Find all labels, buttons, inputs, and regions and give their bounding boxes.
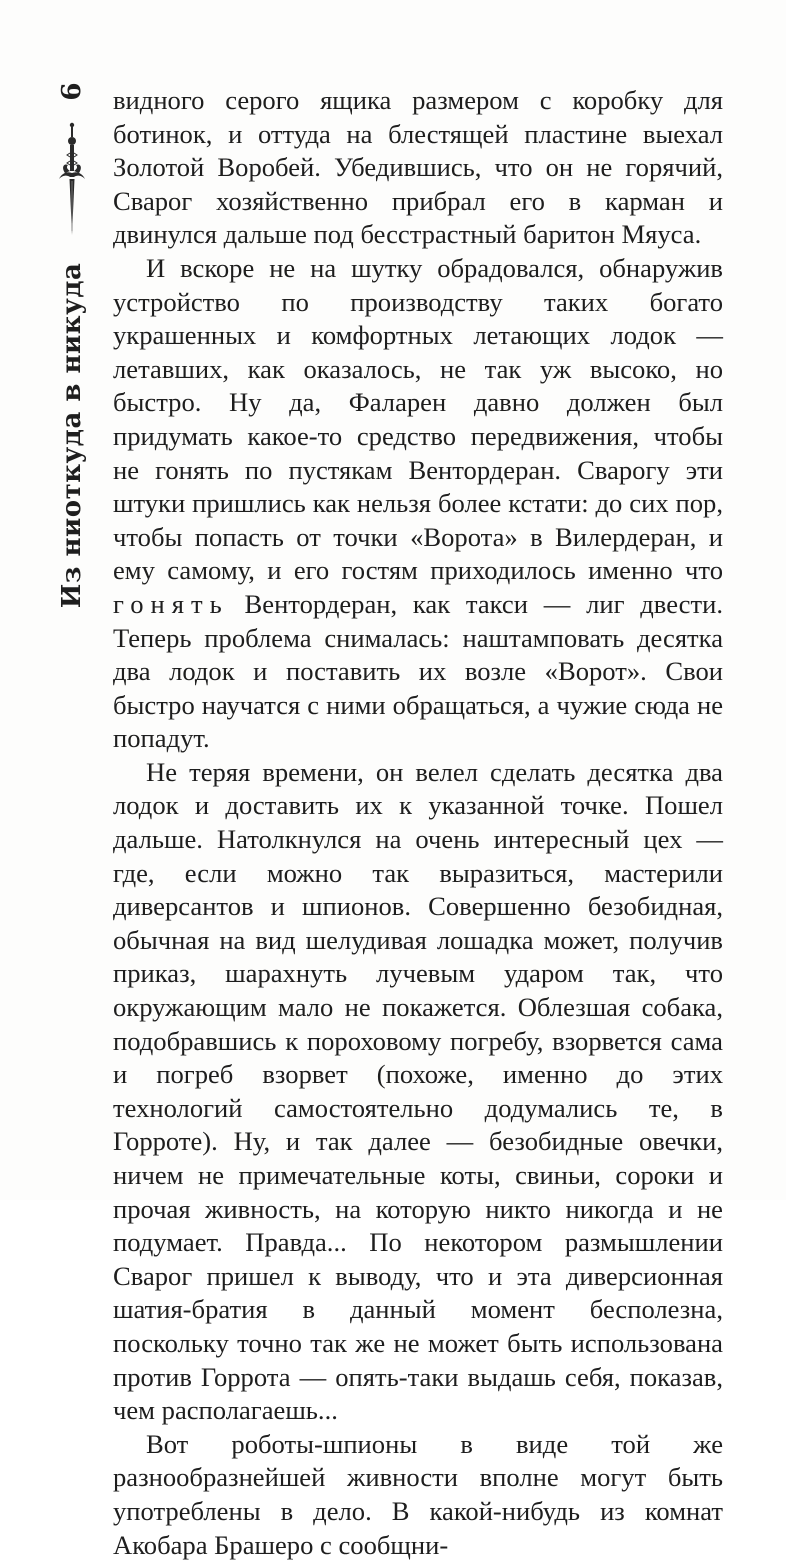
running-head-title: Из ниоткуда в никуда [57,262,87,609]
paragraph-text: Вентордеран, как такси — лиг двести. Теперь проблема снималась: наштамповать десятка два лодок и поставить их возле «Ворот». Свои быстро научатся с ними обращаться, а чужие сюда не попадут. [113,588,723,754]
running-head [50,82,94,609]
paragraph: Не теряя времени, он велел сделать десятка два лодок и доставить их к указанной точке. Пошел дальше. Натолкнулся на очень интересный цех — где, если можно так выразиться, мастерили диверсантов и шпионов. Совершенно безобидная, обычная на вид шелудивая лошадка может, получив приказ, шарахнуть лучевым ударом так, что окружающим мало не покажется. Облезшая собака, подобравшись к пороховому погребу, взорвется сама и погреб взорвет (похоже, именно до этих технологий самостоятельно додумались те, в Горроте). Ну, и так далее — безобидные овечки, ничем не примечательные коты, свиньи, сороки и прочая живность, на которую никто никогда и не подумает. Правда... По некотором размышлении Сварог пришел к выводу, что и эта диверсионная шатия-братия в данный момент бесполезна, поскольку точно так же не может быть использована против Горрота — опять-таки выдашь себя, показав, чем располагаешь... [113,756,723,1426]
sword-ornament-icon [55,119,89,239]
body-text [113,84,723,1562]
emphasized-word: гонять [113,588,229,619]
paragraph: Вот роботы-шпионы в виде той же разнообразнейшей живности вполне могут быть употреблены в дело. В какой-нибудь из комнат Акобара Брашеро с сообщни- [113,1428,723,1560]
paragraph-text: И вскоре не на шутку обрадовался, обнаружив устройство по производству таких богато украшенных и комфортных летающих лодок — летавших, как оказалось, не так уж высоко, но быстро. Ну да, Фаларен давно должен был придумать какое-то средство передвижения, чтобы не гонять по пустякам Вентордеран. Сварогу эти штуки пришлись как нельзя более кстати: до сих пор, чтобы попасть от точки «Ворота» в Вилердеран, и ему самому, и его гостям приходилось именно что [113,252,723,586]
paragraph: видного серого ящика размером с коробку для ботинок, и оттуда на блестящей пластине выехал Золотой Воробей. Убедившись, что он не горячий, Сварог хозяйственно прибрал его в карман и двинулся дальше под бесстрастный баритон Мяуса. [113,85,723,250]
paragraph [113,252,723,756]
page-number: 6 [57,82,87,101]
